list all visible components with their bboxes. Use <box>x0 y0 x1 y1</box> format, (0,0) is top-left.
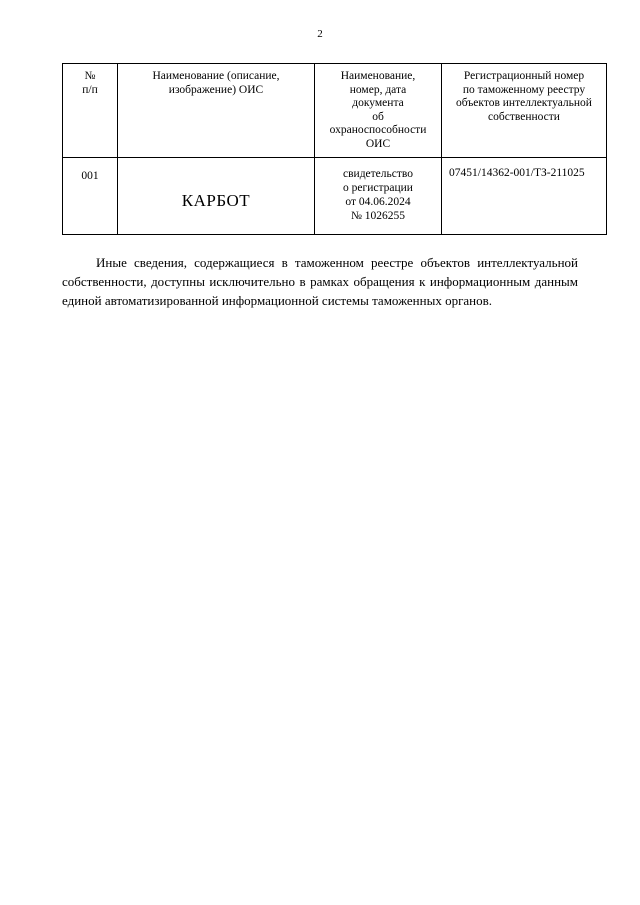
table-header-row <box>63 64 607 158</box>
header-line: собственности <box>488 110 560 123</box>
header-line: п/п <box>82 83 98 96</box>
header-line: объектов интеллектуальной <box>456 97 592 109</box>
header-line: Наименование, <box>340 70 416 82</box>
ip-objects-table <box>62 63 607 235</box>
table-body <box>63 158 607 235</box>
header-line: № <box>84 70 96 82</box>
document-line: № 1026255 <box>350 210 406 222</box>
header-line: ОИС <box>365 137 391 150</box>
cell-registration-number: 07451/14362-001/ТЗ-211025 <box>442 158 607 235</box>
header-line: документа <box>352 97 404 109</box>
table-header <box>63 64 607 158</box>
table-header-cell-name <box>118 64 315 158</box>
table-header-cell-registration <box>442 64 607 158</box>
page-number: 2 <box>317 28 323 40</box>
document-line: свидетельство <box>343 168 413 180</box>
cell-document-info <box>315 158 442 235</box>
header-line: изображение) ОИС <box>168 83 264 96</box>
header-line: Наименование (описание, <box>152 70 280 82</box>
table-header-cell-number <box>63 64 118 158</box>
header-line: охраноспособности <box>329 124 427 136</box>
header-line: Регистрационный номер <box>463 70 585 82</box>
cell-ip-object-name: КАРБОТ <box>118 158 315 235</box>
body-paragraph: Иные сведения, содержащиеся в таможенном реестре объектов интеллектуальной собственности, доступны исключительно в рамках обращения к информационным данным единой автоматизированной информационной системы таможенных органов. <box>62 255 578 308</box>
table-row <box>63 158 607 235</box>
document-line: о регистрации <box>343 182 413 194</box>
header-line: номер, дата <box>349 83 407 96</box>
table-header-cell-document <box>315 64 442 158</box>
cell-number: 001 <box>63 158 118 235</box>
header-line: по таможенному реестру <box>462 83 586 96</box>
document-line: от 04.06.2024 <box>345 196 411 208</box>
header-line: об <box>372 110 384 123</box>
